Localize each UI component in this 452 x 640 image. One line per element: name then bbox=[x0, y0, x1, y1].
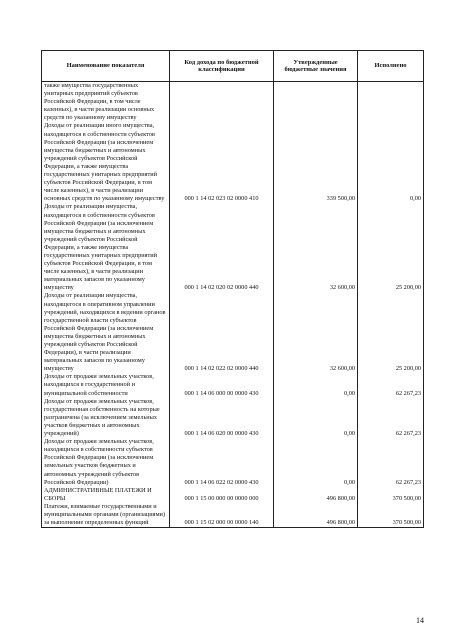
header-executed: Исполнено bbox=[358, 51, 424, 82]
row-executed: 62 267,23 bbox=[358, 438, 424, 487]
row-code: 000 1 15 02 000 00 0000 140 bbox=[170, 503, 274, 528]
row-executed: 62 267,23 bbox=[358, 373, 424, 397]
row-executed: 25 200,00 bbox=[358, 203, 424, 292]
table-row bbox=[42, 373, 424, 397]
row-code: 000 1 14 02 022 02 0000 440 bbox=[170, 292, 274, 373]
table-row bbox=[42, 438, 424, 487]
row-name: Доходы от продажи земельных участков, находящихся в собственности субъектов Российской Федерации (за исключением земельных участков бюджетных и автономных учреждений субъектов Российской Федерации) bbox=[42, 438, 170, 487]
row-plan: 496 800,00 bbox=[274, 503, 358, 528]
row-name: АДМИНИСТРАТИВНЫЕ ПЛАТЕЖИ И СБОРЫ bbox=[42, 487, 170, 503]
row-name: Доходы от реализации имущества, находящегося в оперативном управлении учреждений, находящихся в ведении органов государственной власти субъектов Российской Федерации (за исключением имущества бюджетных и автономных учреждений субъектов Российской Федерации), в части реализации материальных запасов по указанному имуществу bbox=[42, 292, 170, 373]
row-name: Платежи, взимаемые государственными и муниципальными органами (организациями) за выполнение определенных функций bbox=[42, 503, 170, 528]
table-row bbox=[42, 82, 424, 123]
header-plan: Утвержденные бюджетные значения bbox=[274, 51, 358, 82]
table-row bbox=[42, 487, 424, 503]
row-executed: 370 500,00 bbox=[358, 487, 424, 503]
table-row bbox=[42, 292, 424, 373]
row-name: Доходы от продажи земельных участков, государственная собственность на которые разграничена (за исключением земельных участков бюджетных и автономных учреждений) bbox=[42, 398, 170, 438]
row-executed: 25 200,00 bbox=[358, 292, 424, 373]
table-row bbox=[42, 503, 424, 528]
row-name: Доходы от реализации имущества, находящегося в собственности субъектов Российской Федерации (за исключением имущества бюджетных и автономных учреждений субъектов Российской Федерации, а также имущества государственных унитарных предприятий субъектов Российской Федерации, в том числе казенных), в части реализации материальных запасов по указанному имуществу bbox=[42, 203, 170, 292]
row-code: 000 1 14 02 023 02 0000 410 bbox=[170, 122, 274, 203]
row-name: также имущества государственных унитарных предприятий субъектов Российской Федерации, в том числе казенных), в части реализации основных средств по указанному имуществу bbox=[42, 82, 170, 123]
row-code: 000 1 14 06 000 00 0000 430 bbox=[170, 373, 274, 397]
row-code: 000 1 14 06 020 00 0000 430 bbox=[170, 398, 274, 438]
row-code bbox=[170, 82, 274, 123]
row-executed: 370 500,00 bbox=[358, 503, 424, 528]
table-body bbox=[42, 82, 424, 528]
table-header bbox=[42, 51, 424, 82]
row-name: Доходы от продажи земельных участков, находящихся в государственной и муниципальной собственности bbox=[42, 373, 170, 397]
row-plan: 0,00 bbox=[274, 438, 358, 487]
header-code: Код дохода по бюджетной классификации bbox=[170, 51, 274, 82]
row-executed: 0,00 bbox=[358, 122, 424, 203]
row-executed bbox=[358, 82, 424, 123]
table-row bbox=[42, 122, 424, 203]
row-plan: 496 800,00 bbox=[274, 487, 358, 503]
table-row bbox=[42, 203, 424, 292]
row-plan: 0,00 bbox=[274, 373, 358, 397]
row-code: 000 1 14 06 022 02 0000 430 bbox=[170, 438, 274, 487]
row-executed: 62 267,23 bbox=[358, 398, 424, 438]
table-row bbox=[42, 398, 424, 438]
header-row bbox=[42, 51, 424, 82]
row-plan: 32 600,00 bbox=[274, 292, 358, 373]
page-number: 14 bbox=[416, 616, 424, 625]
row-plan: 0,00 bbox=[274, 398, 358, 438]
row-plan: 339 500,00 bbox=[274, 122, 358, 203]
row-plan bbox=[274, 82, 358, 123]
row-name: Доходы от реализации иного имущества, находящегося в собственности субъектов Российской Федерации (за исключением имущества бюджетных и автономных учреждений субъектов Российской Федерации, а также имущества государственных унитарных предприятий субъектов Российской Федерации, в том числе казенных), в части реализации основных средств по указанному имуществу bbox=[42, 122, 170, 203]
row-plan: 32 600,00 bbox=[274, 203, 358, 292]
revenue-table bbox=[41, 50, 424, 528]
header-name: Наименование показателя bbox=[42, 51, 170, 82]
row-code: 000 1 15 00 000 00 0000 000 bbox=[170, 487, 274, 503]
row-code: 000 1 14 02 020 02 0000 440 bbox=[170, 203, 274, 292]
